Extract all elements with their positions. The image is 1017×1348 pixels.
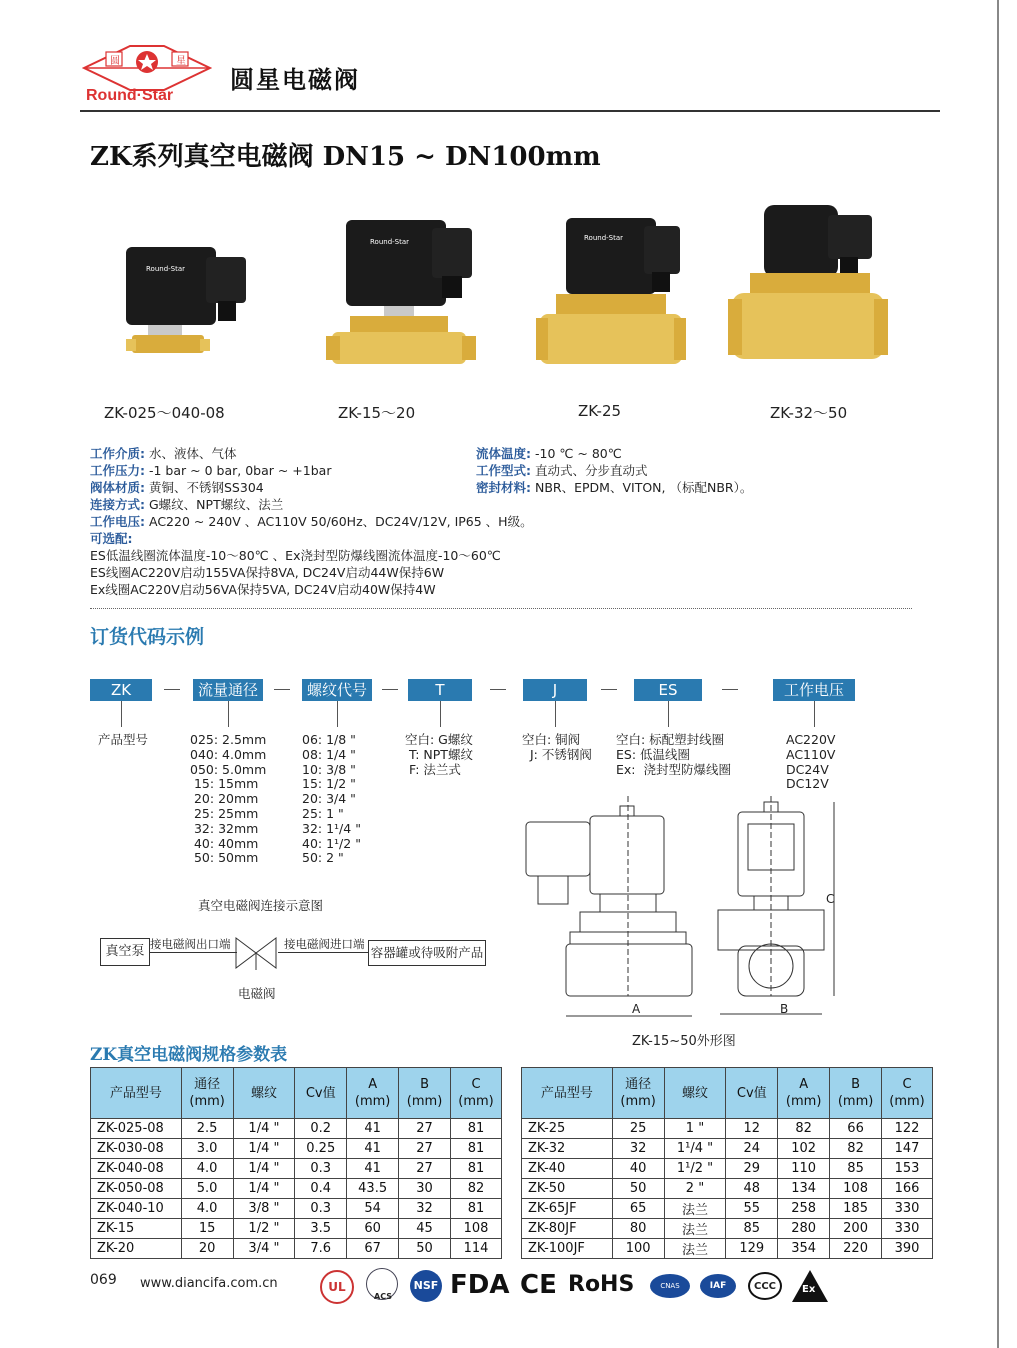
spec-value: -1 bar ~ 0 bar, 0bar ~ +1bar: [149, 463, 332, 478]
table-header-cell: B (mm): [399, 1068, 451, 1119]
logo-cn-left: 圆: [110, 56, 120, 67]
table-row: [522, 1179, 933, 1199]
code-tick: [121, 701, 122, 727]
table-cell: 法兰: [664, 1219, 726, 1239]
brand-name: 圆星电磁阀: [230, 66, 360, 94]
table-header-cell: Cv值: [726, 1068, 778, 1119]
ce-logo: CE: [520, 1270, 557, 1300]
valve-symbol-icon: [234, 936, 278, 970]
model-cell: ZK-030-08: [91, 1139, 182, 1159]
page-number: 069: [90, 1272, 117, 1288]
product-image-zk-15: [326, 208, 476, 373]
table-header-cell: 产品型号: [522, 1068, 613, 1119]
table-cell: 4.0: [181, 1159, 233, 1179]
spec-value: AC220 ~ 240V 、AC110V 50/60Hz、DC24V/12V, IP65 、H级。: [149, 514, 533, 529]
table-cell: 280: [778, 1219, 830, 1239]
table-cell: 5.0: [181, 1179, 233, 1199]
spec-list-right: 流体温度: -10 ℃ ~ 80℃ 工作型式: 直动式、分步直动式 密封材料: NBR、EPDM、VITON, （标配NBR）。: [476, 446, 753, 495]
spec-list-left: 工作介质: 水、液体、气体 工作压力: -1 bar ~ 0 bar, 0bar ~ +1bar 阀体材质: 黄铜、不锈钢SS304 连接方式: G螺纹、NPT螺纹、法兰 工作电压: AC220 ~ 240V 、AC110V 50/60Hz、DC24V/12V, IP65 、H级。 可选配: ES低温线圈流体温度-10～80℃ 、Ex浇封型防爆线圈流体温度-10～60℃ ES线圈AC220V启动155VA保持8VA, DC24V启动44W保持6W Ex线圈AC220V启动56VA保持5VA, DC24V启动40W保持4W: [90, 446, 533, 597]
code-tick: [668, 701, 669, 727]
table-cell: 25: [612, 1119, 664, 1139]
logo-cn-right: 星: [176, 56, 186, 67]
table-cell: 41: [347, 1159, 399, 1179]
ccc-logo-icon: CCC: [748, 1272, 782, 1300]
table-cell: 27: [399, 1119, 451, 1139]
table-row: [522, 1159, 933, 1179]
table-cell: 67: [347, 1239, 399, 1259]
table-cell: 100: [612, 1239, 664, 1259]
table-cell: 354: [778, 1239, 830, 1259]
table-cell: 1/4 ": [233, 1159, 295, 1179]
code-box-es: ES: [634, 679, 702, 701]
model-cell: ZK-040-08: [91, 1159, 182, 1179]
section-divider: [90, 608, 912, 609]
table-cell: 1¹/4 ": [664, 1139, 726, 1159]
product-label-2: ZK-15～20: [338, 404, 416, 422]
table-cell: 27: [399, 1139, 451, 1159]
code-tick: [337, 701, 338, 727]
code-col-thread: 06: 1/8 " 08: 1/4 " 10: 3/8 " 15: 1/2 " 20: 3/4 " 25: 1 " 32: 1¹/4 " 40: 1¹/2 " 50: 2 ": [302, 732, 361, 866]
product-image-zk-32: [728, 195, 888, 375]
table-cell: 0.4: [295, 1179, 347, 1199]
dim-c-label: C: [826, 892, 835, 906]
table-row: [522, 1219, 933, 1239]
code-col-j: 空白: 铜阀 J: 不锈钢阀: [522, 732, 592, 762]
table-row: [522, 1239, 933, 1259]
pipe-right: [278, 952, 368, 953]
spec-value: 直动式、分步直动式: [535, 463, 648, 478]
table-cell: 147: [882, 1139, 933, 1159]
header-rule: [80, 110, 940, 112]
outlet-label: 接电磁阀出口端: [150, 937, 231, 951]
valve-label: 电磁阀: [238, 986, 276, 1001]
order-code-title: 订货代码示例: [90, 626, 205, 648]
code-box-j: J: [523, 679, 587, 701]
table-cell: 法兰: [664, 1199, 726, 1219]
table-cell: 50: [612, 1179, 664, 1199]
table-cell: 80: [612, 1219, 664, 1239]
table-cell: 0.2: [295, 1119, 347, 1139]
table-cell: 3/8 ": [233, 1199, 295, 1219]
table-cell: 29: [726, 1159, 778, 1179]
website-url: www.diancifa.com.cn: [140, 1276, 278, 1291]
table-header-cell: C (mm): [451, 1068, 502, 1119]
model-cell: ZK-65JF: [522, 1199, 613, 1219]
table-cell: 65: [612, 1199, 664, 1219]
code-col-voltage: AC220V AC110V DC24V DC12V: [786, 732, 836, 792]
table-cell: 27: [399, 1159, 451, 1179]
code-box-voltage: 工作电压: [773, 679, 855, 701]
table-cell: 2 ": [664, 1179, 726, 1199]
spec-table-title: ZK真空电磁阀规格参数表: [90, 1045, 288, 1065]
table-cell: 1/4 ": [233, 1139, 295, 1159]
table-row: [91, 1179, 502, 1199]
spec-value: NBR、EPDM、VITON, （标配NBR）。: [535, 480, 753, 495]
dim-b-label: B: [780, 1002, 789, 1016]
model-cell: ZK-32: [522, 1139, 613, 1159]
code-dash: [601, 689, 617, 690]
product-label-1: ZK-025～040-08: [104, 404, 225, 422]
table-cell: 30: [399, 1179, 451, 1199]
model-cell: ZK-025-08: [91, 1119, 182, 1139]
table-cell: 166: [882, 1179, 933, 1199]
table-header-cell: A (mm): [778, 1068, 830, 1119]
table-cell: 0.3: [295, 1199, 347, 1219]
table-cell: 41: [347, 1119, 399, 1139]
table-header-cell: C (mm): [882, 1068, 933, 1119]
product-label-3: ZK-25: [578, 402, 622, 420]
spec-key: 工作型式: [476, 463, 527, 478]
table-row: [91, 1159, 502, 1179]
table-cell: 134: [778, 1179, 830, 1199]
table-cell: 66: [830, 1119, 882, 1139]
table-cell: 32: [612, 1139, 664, 1159]
vacuum-pump-box: 真空泵: [100, 938, 150, 966]
table-cell: 108: [830, 1179, 882, 1199]
inlet-label: 接电磁阀进口端: [284, 937, 365, 951]
table-header-cell: 通径 (mm): [181, 1068, 233, 1119]
ul-logo-icon: UL: [320, 1270, 354, 1304]
table-header-cell: 螺纹: [233, 1068, 295, 1119]
model-cell: ZK-050-08: [91, 1179, 182, 1199]
table-cell: 3/4 ": [233, 1239, 295, 1259]
code-col-model: 产品型号: [98, 732, 149, 747]
code-col-t: 空白: G螺纹 T: NPT螺纹 F: 法兰式: [405, 732, 473, 777]
acs-label: ACS: [374, 1292, 392, 1301]
code-dash: [490, 689, 506, 690]
table-cell: 81: [451, 1119, 502, 1139]
table-cell: 81: [451, 1199, 502, 1219]
table-cell: 85: [830, 1159, 882, 1179]
table-cell: 1/4 ": [233, 1179, 295, 1199]
page-right-border: [997, 0, 999, 1348]
spec-key: 流体温度: [476, 446, 527, 461]
fda-logo: FDA: [450, 1270, 510, 1300]
table-cell: 55: [726, 1199, 778, 1219]
table-cell: 330: [882, 1219, 933, 1239]
table-cell: 220: [830, 1239, 882, 1259]
table-cell: 1¹/2 ": [664, 1159, 726, 1179]
rohs-logo: RoHS: [568, 1272, 635, 1297]
spec-key: 工作电压: [90, 514, 141, 529]
model-cell: ZK-50: [522, 1179, 613, 1199]
spec-value: 水、液体、气体: [149, 446, 237, 461]
code-box-t: T: [408, 679, 472, 701]
table-row: [522, 1199, 933, 1219]
table-cell: 0.25: [295, 1139, 347, 1159]
spec-key: 工作介质: [90, 446, 141, 461]
table-header-cell: 螺纹: [664, 1068, 726, 1119]
code-col-es: 空白: 标配塑封线圈 ES: 低温线圈 Ex: 浇封型防爆线圈: [616, 732, 731, 777]
code-dash: [382, 689, 398, 690]
table-cell: 12: [726, 1119, 778, 1139]
pipe-left: [149, 952, 237, 953]
model-cell: ZK-100JF: [522, 1239, 613, 1259]
table-cell: 41: [347, 1139, 399, 1159]
table-cell: 50: [399, 1239, 451, 1259]
cnas-logo-icon: CNAS: [650, 1274, 690, 1298]
model-cell: ZK-15: [91, 1219, 182, 1239]
table-row: [522, 1139, 933, 1159]
table-cell: 110: [778, 1159, 830, 1179]
table-cell: 20: [181, 1239, 233, 1259]
table-cell: 24: [726, 1139, 778, 1159]
table-cell: 185: [830, 1199, 882, 1219]
model-cell: ZK-040-10: [91, 1199, 182, 1219]
spec-table-right: [521, 1067, 933, 1259]
page-title: ZK系列真空电磁阀 DN15 ~ DN100mm: [90, 142, 601, 172]
code-dash: [274, 689, 290, 690]
outline-drawing: [520, 796, 850, 1026]
table-cell: 330: [882, 1199, 933, 1219]
table-row: [91, 1139, 502, 1159]
spec-table-left: [90, 1067, 502, 1259]
table-cell: 48: [726, 1179, 778, 1199]
code-dash: [164, 689, 180, 690]
table-cell: 82: [830, 1139, 882, 1159]
table-cell: 7.6: [295, 1239, 347, 1259]
spec-key: 连接方式: [90, 497, 141, 512]
table-cell: 32: [399, 1199, 451, 1219]
table-row: [91, 1199, 502, 1219]
coil-label: Round-Star: [584, 234, 624, 242]
product-image-zk-025: [108, 235, 258, 365]
coil-label: Round-Star: [370, 238, 410, 246]
table-cell: 43.5: [347, 1179, 399, 1199]
ex-label: Ex: [802, 1284, 816, 1295]
table-header-cell: 产品型号: [91, 1068, 182, 1119]
cert-logos: [320, 1266, 920, 1306]
code-col-flow: 025: 2.5mm 040: 4.0mm 050: 5.0mm 15: 15mm 20: 20mm 25: 25mm 32: 32mm 40: 40mm 50: 50mm: [190, 732, 267, 866]
table-cell: 2.5: [181, 1119, 233, 1139]
code-dash: [722, 689, 738, 690]
model-cell: ZK-25: [522, 1119, 613, 1139]
coil-label: Round-Star: [146, 265, 186, 273]
spec-value: G螺纹、NPT螺纹、法兰: [149, 497, 284, 512]
table-row: [91, 1219, 502, 1239]
option-line: ES线圈AC220V启动155VA保持8VA, DC24V启动44W保持6W: [90, 565, 445, 580]
spec-key: 阀体材质: [90, 480, 141, 495]
model-cell: ZK-80JF: [522, 1219, 613, 1239]
table-cell: 45: [399, 1219, 451, 1239]
table-cell: 85: [726, 1219, 778, 1239]
table-cell: 1/4 ": [233, 1119, 295, 1139]
table-cell: 258: [778, 1199, 830, 1219]
container-box: 容器罐或待吸附产品: [368, 940, 486, 966]
iaf-logo-icon: IAF: [700, 1274, 736, 1298]
table-cell: 200: [830, 1219, 882, 1239]
table-cell: 40: [612, 1159, 664, 1179]
table-row: [522, 1119, 933, 1139]
table-cell: 102: [778, 1139, 830, 1159]
product-label-4: ZK-32～50: [770, 404, 848, 422]
table-cell: 114: [451, 1239, 502, 1259]
drawing-caption: ZK-15~50外形图: [632, 1034, 736, 1049]
table-cell: 122: [882, 1119, 933, 1139]
table-cell: 4.0: [181, 1199, 233, 1219]
product-image-zk-25: [536, 210, 686, 375]
table-cell: 153: [882, 1159, 933, 1179]
table-header-cell: 通径 (mm): [612, 1068, 664, 1119]
table-cell: 54: [347, 1199, 399, 1219]
spec-value: -10 ℃ ~ 80℃: [535, 446, 622, 461]
option-line: Ex线圈AC220V启动56VA保持5VA, DC24V启动40W保持4W: [90, 582, 436, 597]
table-cell: 1 ": [664, 1119, 726, 1139]
table-row: [91, 1239, 502, 1259]
table-cell: 390: [882, 1239, 933, 1259]
code-tick: [814, 701, 815, 727]
table-cell: 0.3: [295, 1159, 347, 1179]
code-tick: [440, 701, 441, 727]
code-tick: [555, 701, 556, 727]
table-header-cell: B (mm): [830, 1068, 882, 1119]
model-cell: ZK-40: [522, 1159, 613, 1179]
nsf-logo-icon: NSF: [410, 1270, 442, 1302]
connection-title: 真空电磁阀连接示意图: [198, 898, 324, 913]
table-cell: 法兰: [664, 1239, 726, 1259]
options-title: 可选配:: [90, 531, 133, 546]
spec-value: 黄铜、不锈钢SS304: [149, 480, 264, 495]
logo-text: Round·Star: [86, 87, 174, 104]
table-row: [91, 1119, 502, 1139]
table-cell: 3.5: [295, 1219, 347, 1239]
table-cell: 81: [451, 1139, 502, 1159]
table-cell: 82: [451, 1179, 502, 1199]
round-star-logo: [82, 42, 212, 104]
table-header-cell: A (mm): [347, 1068, 399, 1119]
model-cell: ZK-20: [91, 1239, 182, 1259]
code-tick: [228, 701, 229, 727]
table-cell: 108: [451, 1219, 502, 1239]
table-cell: 60: [347, 1219, 399, 1239]
dim-a-label: A: [632, 1002, 641, 1016]
option-line: ES低温线圈流体温度-10～80℃ 、Ex浇封型防爆线圈流体温度-10～60℃: [90, 548, 501, 563]
code-box-thread: 螺纹代号: [302, 679, 372, 701]
table-cell: 129: [726, 1239, 778, 1259]
table-cell: 3.0: [181, 1139, 233, 1159]
table-cell: 15: [181, 1219, 233, 1239]
spec-key: 密封材料: [476, 480, 527, 495]
code-box-flow: 流量通径: [193, 679, 263, 701]
table-header-cell: Cv值: [295, 1068, 347, 1119]
table-cell: 1/2 ": [233, 1219, 295, 1239]
table-cell: 82: [778, 1119, 830, 1139]
spec-key: 工作压力: [90, 463, 141, 478]
table-cell: 81: [451, 1159, 502, 1179]
code-box-zk: ZK: [90, 679, 152, 701]
